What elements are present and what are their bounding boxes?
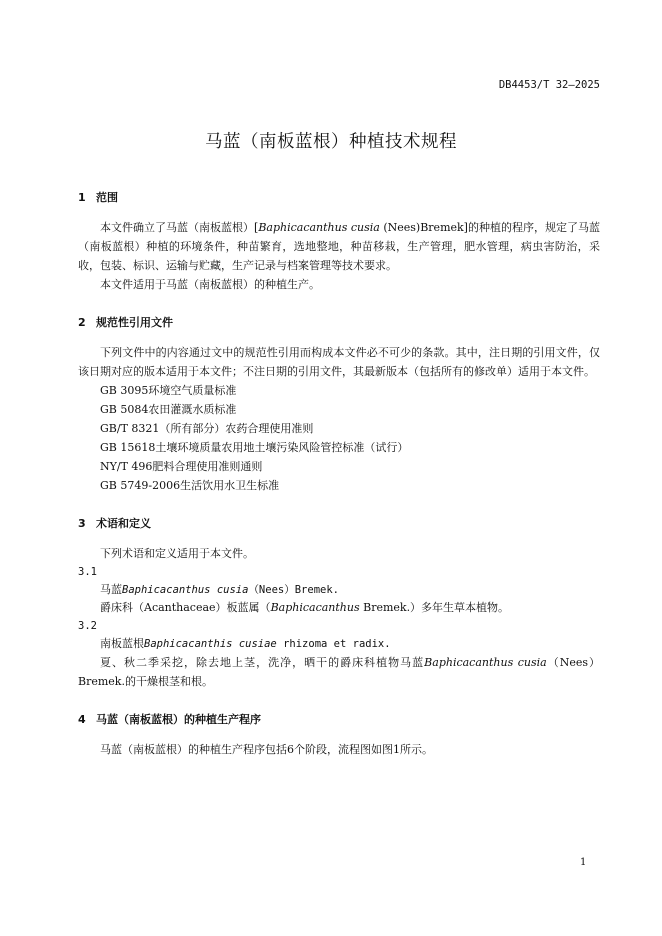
latin-name: Baphicacanthus cusia [258,221,380,234]
procedure-paragraph: 马蓝（南板蓝根）的种植生产程序包括6个阶段，流程图如图1所示。 [100,743,433,756]
term-number: 3.1 [78,566,97,578]
section-number: 1 [78,191,86,204]
section-title: 规范性引用文件 [96,316,173,329]
applicability-paragraph: 本文件适用于马蓝（南板蓝根）的种植生产。 [100,278,320,291]
term-name [78,635,600,653]
text-run: Bremek.）多年生草本植物。 [359,601,510,614]
reference-item: GB 15618土壤环境质量农用地土壤污染风险管控标准（试行） [100,441,409,454]
term-chinese: 南板蓝根 [100,637,144,650]
section-heading-references [78,313,600,333]
reference-item: GB/T 8321（所有部分）农药合理使用准则 [100,422,314,435]
term-definition [78,599,600,617]
section-title: 术语和定义 [96,517,151,530]
reference-item: GB 5084农田灌溉水质标准 [100,403,237,416]
text-run: 爵床科（Acanthaceae）板蓝属（ [100,601,271,614]
term-name [78,581,600,599]
page-number: 1 [580,857,587,868]
reference-list [78,381,600,495]
document-title: 马蓝（南板蓝根）种植技术规程 [205,132,457,152]
text-run: (Nees)Bremek]的种植的程序，规定了马蓝（南板蓝根）种植的环境条件，种苗繁育，选地整地，种苗移栽，生产管理，肥水管理，病虫害防治，采收，包装、标识、运输与贮藏，生产记录与档案管理等技术要求。 [78,221,600,272]
section-number: 3 [78,517,86,530]
terms-intro: 下列术语和定义适用于本文件。 [100,547,254,560]
term-latin: Baphicacanthus cusia [122,584,249,596]
term-latin-rest: rhizoma et radix. [276,638,391,650]
text-run: （Nees）Bremek.的干燥根茎和根。 [78,656,600,688]
section-heading-scope [78,188,600,208]
section-heading-terms [78,514,600,534]
term-chinese: 马蓝 [100,583,122,596]
latin-name: Baphicacanthus [270,601,360,614]
section-heading-procedure [78,710,600,730]
section-number: 4 [78,713,86,726]
section-title: 马蓝（南板蓝根）的种植生产程序 [96,713,261,726]
reference-item: GB 3095环境空气质量标准 [100,384,237,397]
reference-item: GB 5749-2006生活饮用水卫生标准 [100,479,280,492]
standard-number: DB4453/T 32—2025 [498,79,600,91]
term-latin: Baphicacanthis cusiae [144,638,277,650]
section-number: 2 [78,316,86,329]
text-run: 本文件确立了马蓝（南板蓝根）[ [100,221,259,234]
term-definition [78,653,600,691]
scope-paragraph [78,218,600,275]
document-body [78,188,600,759]
term-authority: （Nees）Bremek. [248,584,339,596]
references-intro: 下列文件中的内容通过文中的规范性引用而构成本文件必不可少的条款。其中，注日期的引用文件，仅该日期对应的版本适用于本文件；不注日期的引用文件，其最新版本（包括所有的修改单）适用于本文件。 [78,346,600,378]
latin-name: Baphicacanthus cusia [424,656,547,669]
section-title: 范围 [96,191,118,204]
text-run: 夏、秋二季采挖，除去地上茎，洗净，晒干的爵床科植物马蓝 [100,656,425,669]
reference-item: NY/T 496肥料合理使用准则通则 [100,460,263,473]
term-number: 3.2 [78,620,97,632]
